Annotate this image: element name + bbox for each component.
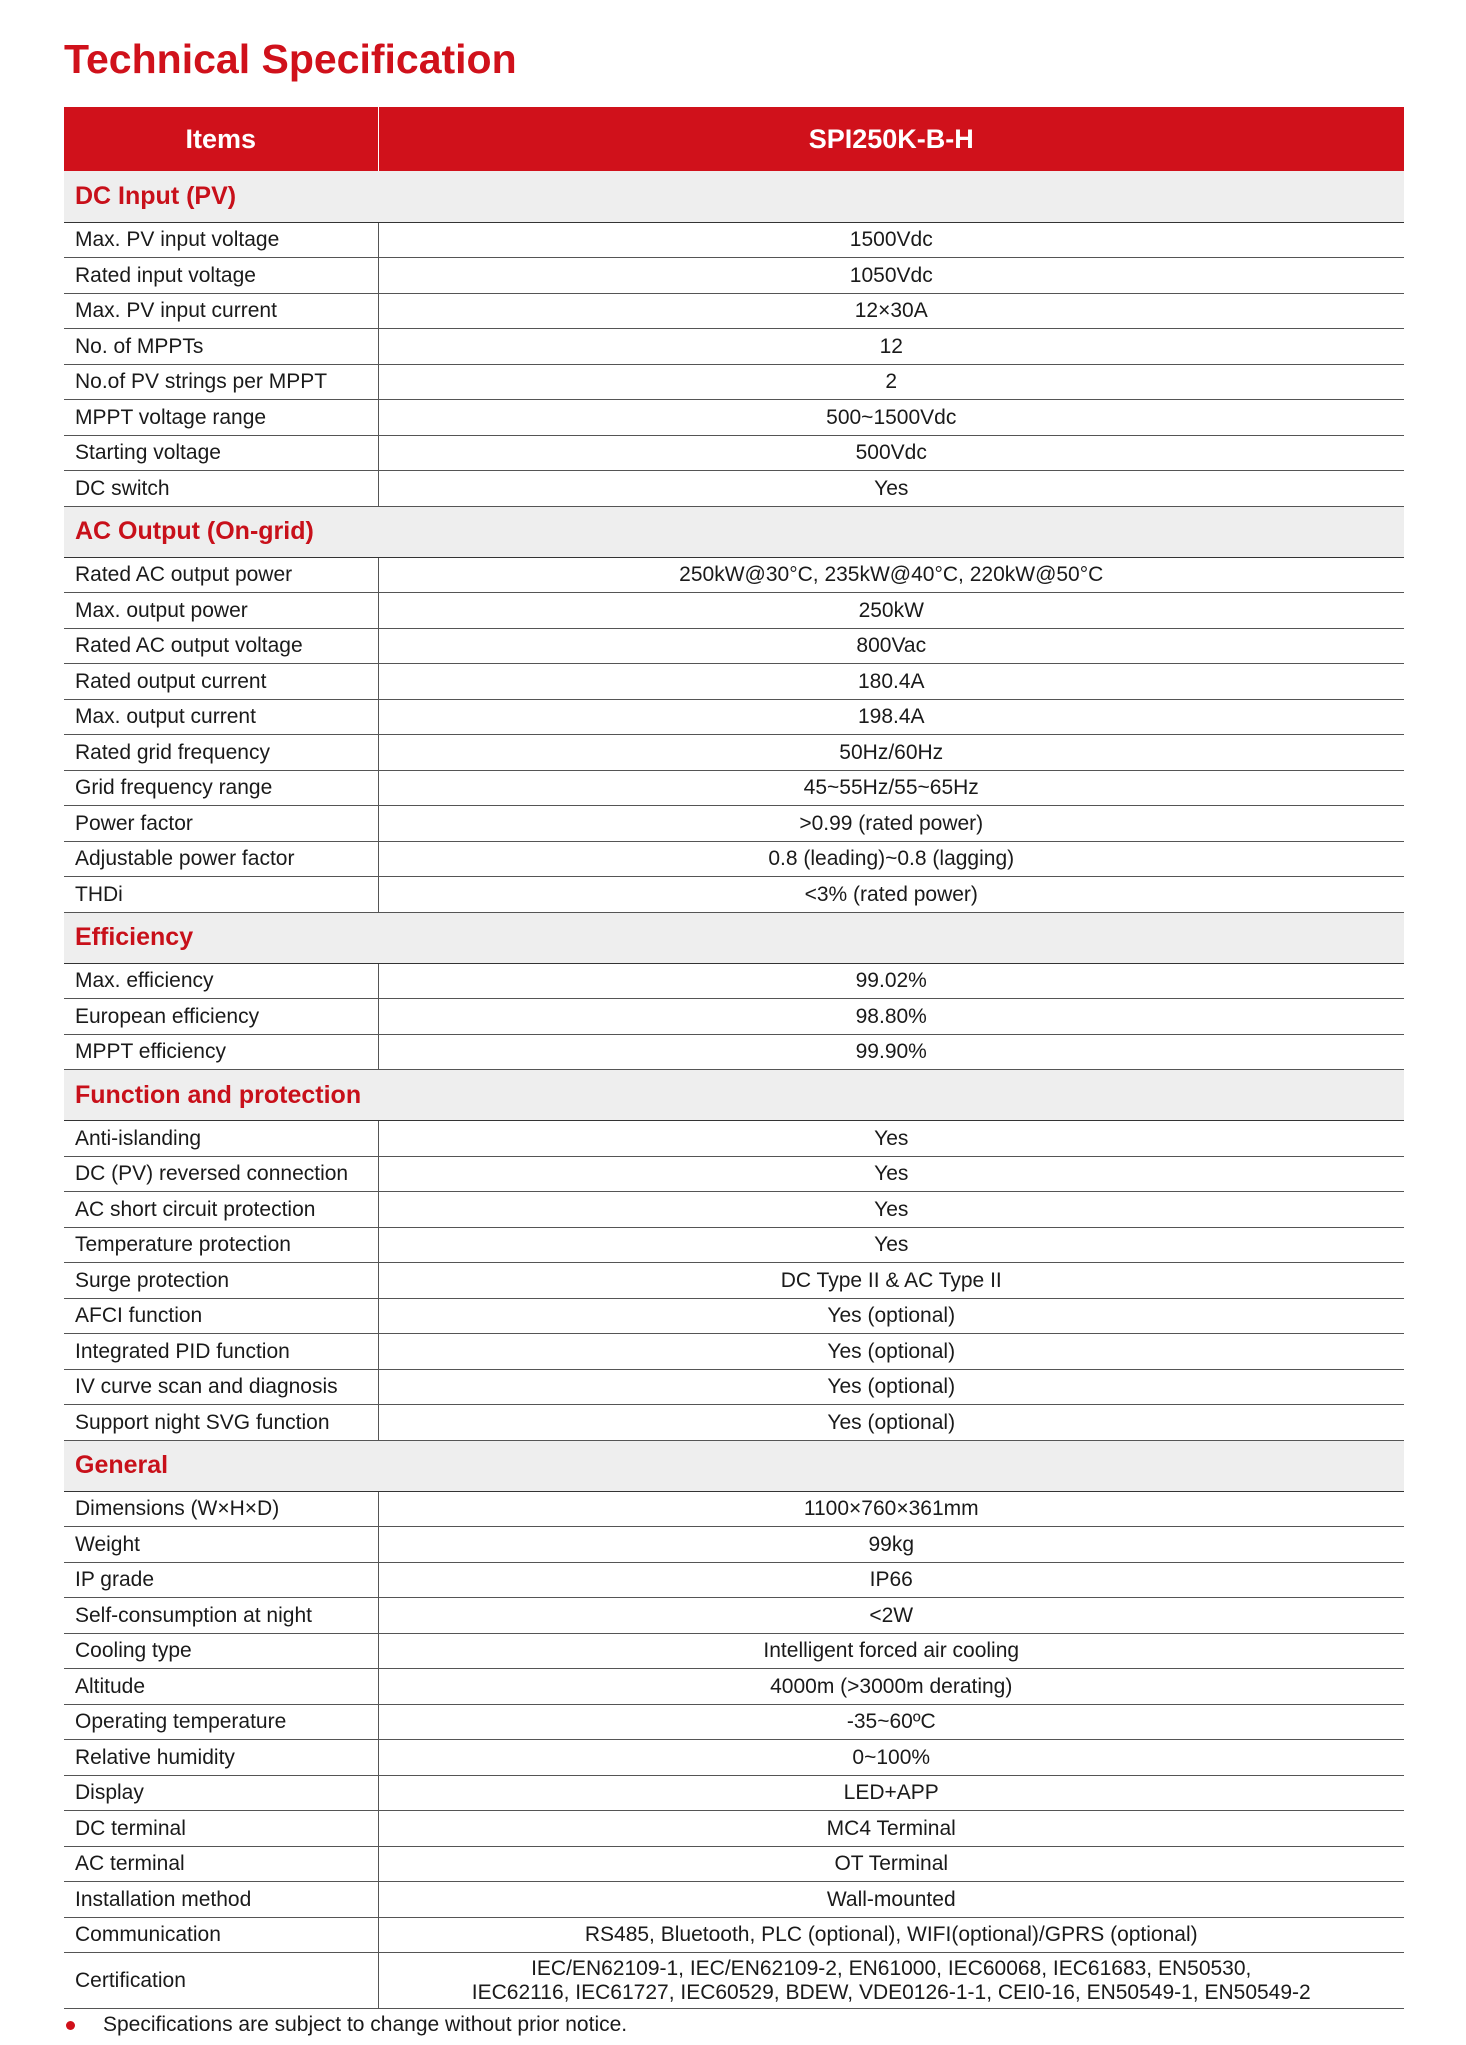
section-title: Efficiency [64, 912, 1404, 963]
spec-label: IP grade [64, 1562, 378, 1598]
spec-value: 50Hz/60Hz [378, 735, 1404, 771]
spec-label: AC terminal [64, 1846, 378, 1882]
spec-label: No.of PV strings per MPPT [64, 364, 378, 400]
spec-label: Rated AC output power [64, 557, 378, 593]
table-row [64, 435, 1404, 471]
table-row [64, 1298, 1404, 1334]
spec-label: DC terminal [64, 1811, 378, 1847]
section-title: Function and protection [64, 1070, 1404, 1121]
spec-value: RS485, Bluetooth, PLC (optional), WIFI(optional)/GPRS (optional) [378, 1917, 1404, 1953]
table-row [64, 1953, 1404, 2009]
spec-label: Rated AC output voltage [64, 628, 378, 664]
spec-label: Display [64, 1775, 378, 1811]
table-row [64, 628, 1404, 664]
spec-label: Max. output current [64, 699, 378, 735]
spec-value: Yes (optional) [378, 1298, 1404, 1334]
table-row [64, 1369, 1404, 1405]
spec-label: Max. PV input voltage [64, 222, 378, 258]
spec-label: Adjustable power factor [64, 841, 378, 877]
spec-label: Operating temperature [64, 1704, 378, 1740]
spec-label: Rated input voltage [64, 258, 378, 294]
spec-label: Temperature protection [64, 1227, 378, 1263]
spec-value: OT Terminal [378, 1846, 1404, 1882]
spec-value: 4000m (>3000m derating) [378, 1669, 1404, 1705]
spec-label: Integrated PID function [64, 1334, 378, 1370]
spec-value: Yes [378, 471, 1404, 507]
spec-label: Installation method [64, 1882, 378, 1918]
footnote [64, 2013, 627, 2037]
table-row [64, 1669, 1404, 1705]
spec-value: -35~60ºC [378, 1704, 1404, 1740]
spec-label: Weight [64, 1527, 378, 1563]
table-row [64, 1633, 1404, 1669]
table-row [64, 841, 1404, 877]
spec-label: MPPT efficiency [64, 1034, 378, 1070]
section-title: General [64, 1440, 1404, 1491]
spec-value: 99.02% [378, 963, 1404, 999]
spec-value: 1050Vdc [378, 258, 1404, 294]
table-row [64, 471, 1404, 507]
table-row [64, 770, 1404, 806]
spec-value: MC4 Terminal [378, 1811, 1404, 1847]
spec-value: 99kg [378, 1527, 1404, 1563]
spec-label: Grid frequency range [64, 770, 378, 806]
spec-label: No. of MPPTs [64, 329, 378, 365]
spec-label: Max. output power [64, 593, 378, 629]
spec-value-line: IEC/EN62109-1, IEC/EN62109-2, EN61000, IEC60068, IEC61683, EN50530, [531, 1957, 1252, 1981]
spec-label: Dimensions (W×H×D) [64, 1491, 378, 1527]
spec-label: Rated grid frequency [64, 735, 378, 771]
spec-value: 800Vac [378, 628, 1404, 664]
spec-value: 0.8 (leading)~0.8 (lagging) [378, 841, 1404, 877]
table-row [64, 1334, 1404, 1370]
spec-label: DC (PV) reversed connection [64, 1156, 378, 1192]
table-row [64, 1263, 1404, 1299]
spec-label: Communication [64, 1917, 378, 1953]
spec-value: IP66 [378, 1562, 1404, 1598]
spec-label: MPPT voltage range [64, 400, 378, 436]
spec-value: 500Vdc [378, 435, 1404, 471]
spec-value: <3% (rated power) [378, 877, 1404, 913]
spec-label: Certification [64, 1953, 378, 2009]
spec-label: AC short circuit protection [64, 1192, 378, 1228]
table-row [64, 963, 1404, 999]
table-row [64, 1917, 1404, 1953]
spec-value: 0~100% [378, 1740, 1404, 1776]
spec-value: 180.4A [378, 664, 1404, 700]
header-items: Items [64, 107, 378, 171]
spec-value: 12 [378, 329, 1404, 365]
table-row [64, 1192, 1404, 1228]
page-title: Technical Specification [64, 36, 517, 82]
section-title: DC Input (PV) [64, 171, 1404, 222]
section-row [64, 912, 1404, 963]
table-row [64, 293, 1404, 329]
table-row [64, 400, 1404, 436]
table-row [64, 664, 1404, 700]
spec-value: LED+APP [378, 1775, 1404, 1811]
spec-value: Yes (optional) [378, 1334, 1404, 1370]
spec-label: Cooling type [64, 1633, 378, 1669]
spec-value: 99.90% [378, 1034, 1404, 1070]
spec-value: Wall-mounted [378, 1882, 1404, 1918]
spec-label: European efficiency [64, 999, 378, 1035]
spec-label: Max. efficiency [64, 963, 378, 999]
table-row [64, 1846, 1404, 1882]
spec-label: Relative humidity [64, 1740, 378, 1776]
spec-value: 500~1500Vdc [378, 400, 1404, 436]
spec-value: Yes [378, 1121, 1404, 1157]
spec-value: 1100×760×361mm [378, 1491, 1404, 1527]
table-row [64, 557, 1404, 593]
spec-label: Support night SVG function [64, 1405, 378, 1441]
spec-label: IV curve scan and diagnosis [64, 1369, 378, 1405]
header-model: SPI250K-B-H [378, 107, 1404, 171]
spec-value-line: IEC62116, IEC61727, IEC60529, BDEW, VDE0126-1-1, CEI0-16, EN50549-1, EN50549-2 [471, 1980, 1311, 2004]
table-row [64, 806, 1404, 842]
spec-label: Max. PV input current [64, 293, 378, 329]
table-row [64, 1405, 1404, 1441]
table-row [64, 1775, 1404, 1811]
table-row [64, 1156, 1404, 1192]
table-row [64, 329, 1404, 365]
spec-value [378, 1953, 1404, 2009]
spec-value: <2W [378, 1598, 1404, 1634]
spec-label: DC switch [64, 471, 378, 507]
spec-value: 1500Vdc [378, 222, 1404, 258]
spec-value: 198.4A [378, 699, 1404, 735]
spec-value: 250kW@30°C, 235kW@40°C, 220kW@50°C [378, 557, 1404, 593]
table-header [64, 107, 1404, 171]
table-row [64, 1882, 1404, 1918]
spec-value: DC Type II & AC Type II [378, 1263, 1404, 1299]
spec-value: 2 [378, 364, 1404, 400]
spec-table [64, 107, 1404, 2009]
section-row [64, 171, 1404, 222]
spec-value: Yes [378, 1192, 1404, 1228]
table-row [64, 877, 1404, 913]
spec-value: Yes (optional) [378, 1369, 1404, 1405]
table-row [64, 1527, 1404, 1563]
spec-value: >0.99 (rated power) [378, 806, 1404, 842]
spec-label: Anti-islanding [64, 1121, 378, 1157]
table-row [64, 1704, 1404, 1740]
spec-value: 250kW [378, 593, 1404, 629]
table-row [64, 699, 1404, 735]
table-row [64, 1598, 1404, 1634]
section-row [64, 1440, 1404, 1491]
table-row [64, 258, 1404, 294]
spec-label: Starting voltage [64, 435, 378, 471]
spec-value: 98.80% [378, 999, 1404, 1035]
spec-label: Surge protection [64, 1263, 378, 1299]
section-row [64, 1070, 1404, 1121]
spec-value: Yes (optional) [378, 1405, 1404, 1441]
spec-value: Yes [378, 1156, 1404, 1192]
spec-label: Rated output current [64, 664, 378, 700]
spec-value: Yes [378, 1227, 1404, 1263]
spec-label: Power factor [64, 806, 378, 842]
spec-body [64, 171, 1404, 2009]
spec-value: 45~55Hz/55~65Hz [378, 770, 1404, 806]
spec-value: 12×30A [378, 293, 1404, 329]
table-row [64, 999, 1404, 1035]
table-row [64, 1491, 1404, 1527]
table-row [64, 1740, 1404, 1776]
table-row [64, 364, 1404, 400]
spec-label: Self-consumption at night [64, 1598, 378, 1634]
section-row [64, 506, 1404, 557]
table-row [64, 222, 1404, 258]
bullet-icon [66, 2021, 75, 2030]
spec-label: THDi [64, 877, 378, 913]
spec-value: Intelligent forced air cooling [378, 1633, 1404, 1669]
footnote-text: Specifications are subject to change without prior notice. [103, 2013, 628, 2036]
table-row [64, 1562, 1404, 1598]
table-row [64, 1034, 1404, 1070]
table-row [64, 1227, 1404, 1263]
table-row [64, 1121, 1404, 1157]
spec-label: Altitude [64, 1669, 378, 1705]
table-row [64, 593, 1404, 629]
section-title: AC Output (On-grid) [64, 506, 1404, 557]
spec-label: AFCI function [64, 1298, 378, 1334]
table-row [64, 1811, 1404, 1847]
table-row [64, 735, 1404, 771]
